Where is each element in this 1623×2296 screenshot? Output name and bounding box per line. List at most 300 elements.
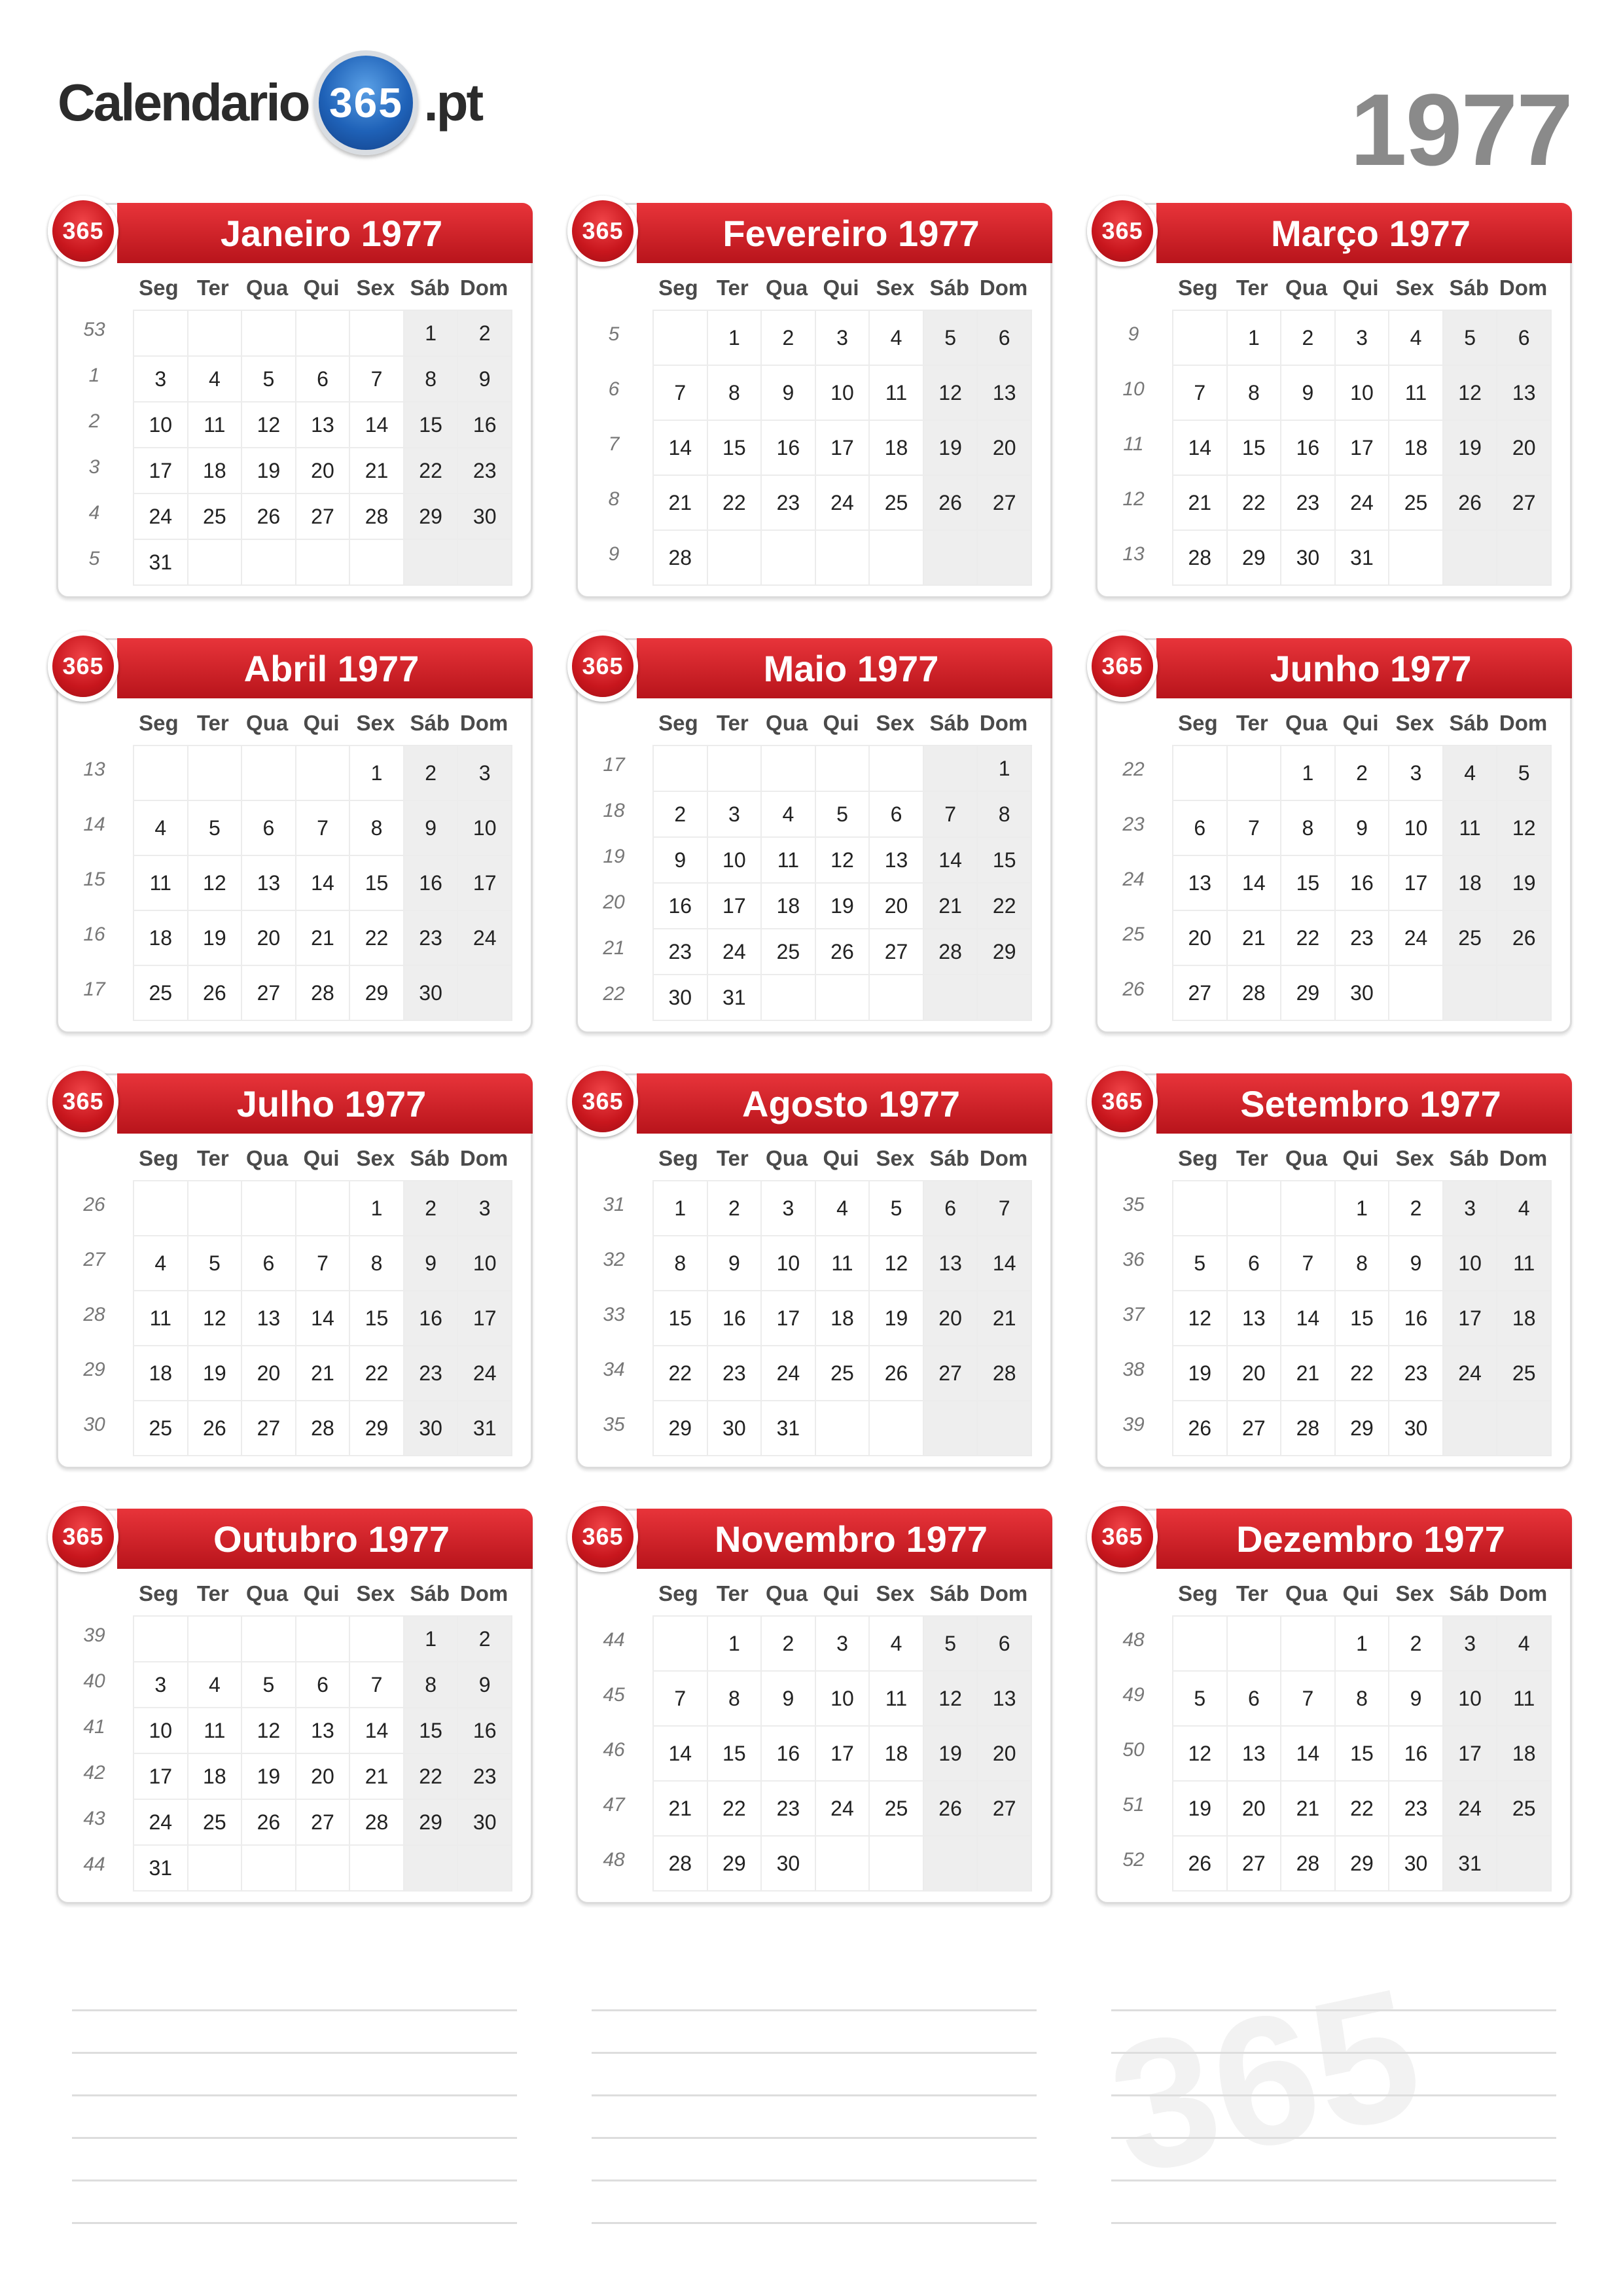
day-cell: 20 (869, 883, 923, 929)
day-cell: 16 (457, 1708, 512, 1753)
week-row (134, 1346, 512, 1401)
day-cell: 18 (188, 1753, 242, 1799)
month-badge-365: 365 (1087, 196, 1158, 266)
weekday-label: Qui (1342, 1581, 1379, 1605)
day-cell: 27 (1173, 965, 1227, 1020)
week-row (134, 1845, 512, 1891)
days-grid (133, 745, 512, 1021)
day-cell: 3 (707, 791, 762, 837)
week-row (134, 1753, 512, 1799)
day-cell: 23 (457, 448, 512, 493)
day-cell: 28 (653, 1836, 707, 1891)
month-badge-365: 365 (1087, 1066, 1158, 1137)
week-number: 47 (603, 1794, 625, 1816)
day-cell: 23 (1389, 1781, 1443, 1836)
week-number: 13 (83, 759, 105, 780)
month-badge-365: 365 (567, 1501, 638, 1572)
weekday-label: Qua (766, 1581, 808, 1605)
weekday-label: Qui (823, 1581, 859, 1605)
day-cell: 31 (1443, 1836, 1497, 1891)
weekday-header-row (132, 1581, 511, 1606)
day-cell: 14 (923, 837, 978, 883)
day-cell: 19 (241, 448, 296, 493)
day-cell: 27 (1497, 475, 1551, 530)
weekday-label: Sex (876, 276, 915, 300)
month-badge-365: 365 (1087, 1501, 1158, 1572)
day-cell: 8 (977, 791, 1031, 837)
week-number: 25 (1122, 924, 1145, 945)
day-cell (241, 1616, 296, 1662)
day-cell: 28 (296, 1401, 350, 1456)
day-cell: 14 (296, 855, 350, 910)
weekday-label: Seg (1178, 1581, 1218, 1605)
day-cell: 27 (1227, 1836, 1281, 1891)
day-cell (188, 745, 242, 800)
weekday-label: Ter (196, 1581, 229, 1605)
day-cell: 8 (653, 1236, 707, 1291)
day-cell: 30 (761, 1836, 815, 1891)
week-row (134, 448, 512, 493)
day-cell: 15 (707, 1726, 762, 1781)
week-row (134, 1662, 512, 1708)
days-grid (1172, 1615, 1552, 1892)
week-row (134, 1181, 512, 1236)
day-cell (923, 975, 978, 1020)
week-row (653, 1291, 1031, 1346)
week-row (653, 1726, 1031, 1781)
day-cell: 10 (457, 800, 512, 855)
weekday-label: Qui (303, 1581, 340, 1605)
weekday-label: Sex (1395, 1581, 1435, 1605)
weekday-label: Qui (823, 276, 859, 300)
weekday-label: Qui (1342, 1146, 1379, 1170)
day-cell: 22 (653, 1346, 707, 1401)
week-number-column (71, 310, 117, 584)
day-cell: 5 (923, 310, 978, 365)
day-cell: 25 (188, 493, 242, 539)
day-cell: 15 (349, 1291, 404, 1346)
days-grid (652, 1180, 1032, 1456)
weekday-label: Dom (1499, 276, 1548, 300)
note-line (592, 2222, 1037, 2224)
weekday-label: Ter (196, 1146, 229, 1170)
day-cell: 23 (404, 910, 458, 965)
week-number: 33 (603, 1304, 625, 1325)
days-grid (1172, 745, 1552, 1021)
day-cell: 10 (815, 1671, 870, 1726)
day-cell: 24 (815, 1781, 870, 1836)
weekday-label: Sáb (1449, 1581, 1489, 1605)
day-cell: 31 (457, 1401, 512, 1456)
note-line (1111, 2137, 1556, 2139)
day-cell: 23 (761, 1781, 815, 1836)
day-cell: 24 (457, 1346, 512, 1401)
week-row (1173, 1236, 1551, 1291)
day-cell: 20 (241, 1346, 296, 1401)
day-cell: 19 (923, 420, 978, 475)
note-line (1111, 2009, 1556, 2011)
day-cell (815, 1401, 870, 1456)
week-number-column (71, 1180, 117, 1455)
day-cell: 24 (134, 493, 188, 539)
day-cell: 26 (1443, 475, 1497, 530)
week-number: 35 (1122, 1194, 1145, 1215)
day-cell: 30 (404, 1401, 458, 1456)
note-line (1111, 2052, 1556, 2054)
day-cell: 15 (1335, 1726, 1389, 1781)
day-cell: 14 (653, 420, 707, 475)
days-grid (133, 310, 512, 586)
weekday-label: Seg (1178, 276, 1218, 300)
day-cell: 5 (241, 1662, 296, 1708)
week-number: 17 (603, 754, 625, 776)
day-cell: 24 (134, 1799, 188, 1845)
day-cell: 12 (1497, 800, 1551, 855)
month-card (56, 1509, 533, 1904)
day-cell: 31 (134, 1845, 188, 1891)
day-cell: 20 (1497, 420, 1551, 475)
day-cell (134, 745, 188, 800)
day-cell (1227, 745, 1281, 800)
week-row (653, 1236, 1031, 1291)
week-number: 3 (88, 456, 100, 478)
month-badge-365: 365 (48, 1066, 118, 1137)
week-number: 38 (1122, 1359, 1145, 1380)
day-cell: 28 (296, 965, 350, 1020)
week-number: 19 (603, 846, 625, 867)
day-cell: 17 (707, 883, 762, 929)
week-row (1173, 1181, 1551, 1236)
week-row (134, 1708, 512, 1753)
day-cell: 7 (1281, 1236, 1335, 1291)
day-cell: 16 (1281, 420, 1335, 475)
day-cell: 27 (1227, 1401, 1281, 1456)
days-grid (1172, 310, 1552, 586)
day-cell: 6 (296, 1662, 350, 1708)
day-cell: 20 (923, 1291, 978, 1346)
day-cell: 6 (1227, 1671, 1281, 1726)
day-cell: 10 (815, 365, 870, 420)
days-grid (652, 310, 1032, 586)
weekday-label: Seg (658, 276, 698, 300)
day-cell: 26 (815, 929, 870, 975)
week-row (1173, 1291, 1551, 1346)
day-cell: 3 (1335, 310, 1389, 365)
day-cell: 14 (1281, 1726, 1335, 1781)
day-cell: 7 (349, 1662, 404, 1708)
day-cell (1497, 1401, 1551, 1456)
day-cell: 5 (1497, 745, 1551, 800)
day-cell (761, 745, 815, 791)
day-cell (1389, 965, 1443, 1020)
week-number: 10 (1122, 378, 1145, 400)
day-cell: 16 (404, 855, 458, 910)
week-number: 4 (88, 502, 100, 524)
day-cell: 25 (815, 1346, 870, 1401)
day-cell: 30 (1281, 530, 1335, 585)
day-cell: 24 (815, 475, 870, 530)
weekday-header-row (132, 1146, 511, 1171)
week-number: 5 (88, 548, 100, 569)
day-cell: 17 (134, 1753, 188, 1799)
week-number: 48 (1122, 1629, 1145, 1651)
day-cell: 5 (1173, 1671, 1227, 1726)
day-cell: 14 (1227, 855, 1281, 910)
week-number: 14 (83, 814, 105, 835)
week-number-column (1111, 1615, 1156, 1890)
weekday-label: Sáb (1449, 276, 1489, 300)
day-cell: 9 (1389, 1236, 1443, 1291)
week-row (1173, 1836, 1551, 1891)
week-row (1173, 365, 1551, 420)
day-cell: 21 (653, 1781, 707, 1836)
days-grid (652, 745, 1032, 1021)
weekday-label: Sex (876, 711, 915, 735)
day-cell: 7 (923, 791, 978, 837)
day-cell: 14 (349, 402, 404, 448)
month-card (56, 1073, 533, 1469)
day-cell (134, 310, 188, 356)
day-cell: 7 (1173, 365, 1227, 420)
day-cell (977, 1836, 1031, 1891)
day-cell: 25 (1389, 475, 1443, 530)
day-cell: 4 (1389, 310, 1443, 365)
month-card (576, 638, 1052, 1033)
day-cell: 17 (1443, 1726, 1497, 1781)
day-cell: 16 (457, 402, 512, 448)
weekday-label: Sáb (929, 1581, 969, 1605)
weekday-header-row (651, 276, 1031, 300)
month-title: Julho 1977 (236, 1083, 427, 1124)
day-cell: 25 (134, 965, 188, 1020)
day-cell: 12 (241, 402, 296, 448)
day-cell: 13 (869, 837, 923, 883)
day-cell: 19 (1443, 420, 1497, 475)
day-cell: 19 (1173, 1346, 1227, 1401)
week-number-column (1111, 310, 1156, 584)
week-number: 34 (603, 1359, 625, 1380)
day-cell: 5 (923, 1616, 978, 1671)
week-row (134, 1401, 512, 1456)
day-cell: 24 (707, 929, 762, 975)
month-card (576, 1509, 1052, 1904)
day-cell: 23 (457, 1753, 512, 1799)
day-cell: 22 (404, 1753, 458, 1799)
day-cell: 16 (1389, 1726, 1443, 1781)
weekday-label: Qua (1285, 711, 1328, 735)
day-cell: 6 (977, 1616, 1031, 1671)
day-cell: 2 (1389, 1616, 1443, 1671)
weekday-label: Ter (716, 1581, 749, 1605)
day-cell: 22 (1281, 910, 1335, 965)
weekday-label: Sex (876, 1581, 915, 1605)
week-row (1173, 910, 1551, 965)
week-number-column (591, 1180, 637, 1455)
day-cell: 24 (1389, 910, 1443, 965)
note-line (72, 2094, 517, 2096)
day-cell: 16 (707, 1291, 762, 1346)
day-cell: 1 (653, 1181, 707, 1236)
day-cell (653, 310, 707, 365)
day-cell: 13 (977, 1671, 1031, 1726)
month-card (576, 1073, 1052, 1469)
weekday-label: Seg (1178, 1146, 1218, 1170)
week-number: 28 (83, 1304, 105, 1325)
week-row (653, 420, 1031, 475)
note-line (1111, 2094, 1556, 2096)
day-cell (296, 1845, 350, 1891)
weekday-label: Qua (1285, 1581, 1328, 1605)
day-cell: 20 (296, 1753, 350, 1799)
day-cell: 29 (653, 1401, 707, 1456)
weekday-label: Qua (1285, 1146, 1328, 1170)
day-cell: 30 (457, 493, 512, 539)
month-card (1096, 638, 1572, 1033)
week-row (653, 310, 1031, 365)
day-cell: 26 (923, 475, 978, 530)
week-number: 35 (603, 1414, 625, 1435)
day-cell: 11 (815, 1236, 870, 1291)
day-cell: 13 (1227, 1726, 1281, 1781)
day-cell: 27 (241, 965, 296, 1020)
day-cell: 22 (1335, 1346, 1389, 1401)
day-cell (1497, 530, 1551, 585)
weekday-label: Seg (658, 1581, 698, 1605)
day-cell: 15 (977, 837, 1031, 883)
weekday-label: Qua (766, 1146, 808, 1170)
day-cell: 17 (815, 1726, 870, 1781)
day-cell (815, 745, 870, 791)
day-cell: 21 (296, 1346, 350, 1401)
day-cell: 15 (1281, 855, 1335, 910)
day-cell: 23 (653, 929, 707, 975)
weekday-label: Ter (196, 276, 229, 300)
day-cell: 2 (707, 1181, 762, 1236)
day-cell: 3 (815, 1616, 870, 1671)
day-cell: 29 (977, 929, 1031, 975)
week-number: 26 (1122, 978, 1145, 1000)
week-row (653, 883, 1031, 929)
day-cell: 25 (1497, 1346, 1551, 1401)
day-cell: 19 (188, 1346, 242, 1401)
day-cell: 2 (404, 1181, 458, 1236)
weekday-label: Qua (246, 1581, 289, 1605)
day-cell: 18 (869, 1726, 923, 1781)
day-cell (761, 530, 815, 585)
weekday-label: Sex (1395, 276, 1435, 300)
day-cell: 29 (349, 1401, 404, 1456)
day-cell: 26 (188, 965, 242, 1020)
week-row (134, 855, 512, 910)
day-cell (761, 975, 815, 1020)
week-number: 46 (603, 1739, 625, 1761)
day-cell: 31 (134, 539, 188, 585)
week-number: 44 (603, 1629, 625, 1651)
month-header (1156, 203, 1572, 263)
note-line (1111, 2222, 1556, 2224)
day-cell: 23 (404, 1346, 458, 1401)
weekday-header-row (651, 1581, 1031, 1606)
day-cell: 2 (404, 745, 458, 800)
day-cell: 13 (923, 1236, 978, 1291)
day-cell: 4 (188, 1662, 242, 1708)
weekday-label: Qua (246, 1146, 289, 1170)
weekday-label: Qui (303, 276, 340, 300)
month-title: Junho 1977 (1270, 647, 1472, 689)
weekday-label: Ter (1236, 1146, 1268, 1170)
weekday-label: Qua (1285, 276, 1328, 300)
day-cell: 4 (761, 791, 815, 837)
day-cell: 18 (815, 1291, 870, 1346)
day-cell: 13 (1497, 365, 1551, 420)
day-cell: 31 (761, 1401, 815, 1456)
day-cell: 10 (1443, 1671, 1497, 1726)
week-row (134, 1236, 512, 1291)
weekday-label: Seg (139, 276, 179, 300)
day-cell (296, 1616, 350, 1662)
day-cell: 5 (241, 356, 296, 402)
day-cell: 24 (1335, 475, 1389, 530)
week-row (134, 745, 512, 800)
weekday-label: Sáb (929, 711, 969, 735)
day-cell: 21 (653, 475, 707, 530)
note-line (72, 2179, 517, 2181)
day-cell (869, 975, 923, 1020)
week-number: 24 (1122, 869, 1145, 890)
page-year: 1977 (1349, 73, 1572, 187)
note-line (72, 2009, 517, 2011)
week-row (653, 1401, 1031, 1456)
week-number: 20 (603, 891, 625, 913)
month-header (117, 1073, 533, 1134)
day-cell (1173, 1181, 1227, 1236)
day-cell: 12 (869, 1236, 923, 1291)
day-cell: 20 (977, 1726, 1031, 1781)
day-cell: 29 (1335, 1401, 1389, 1456)
day-cell (296, 1181, 350, 1236)
day-cell: 21 (1173, 475, 1227, 530)
week-number: 50 (1122, 1739, 1145, 1761)
day-cell (1227, 1616, 1281, 1671)
day-cell: 12 (188, 1291, 242, 1346)
day-cell: 3 (1443, 1181, 1497, 1236)
day-cell: 14 (1281, 1291, 1335, 1346)
weekday-label: Sex (356, 1146, 395, 1170)
day-cell: 27 (923, 1346, 978, 1401)
day-cell: 22 (1227, 475, 1281, 530)
week-row (1173, 965, 1551, 1020)
weekday-label: Sáb (929, 276, 969, 300)
weekday-label: Qui (823, 1146, 859, 1170)
day-cell: 21 (1281, 1781, 1335, 1836)
day-cell: 6 (296, 356, 350, 402)
weekday-label: Qui (303, 1146, 340, 1170)
day-cell: 10 (134, 402, 188, 448)
day-cell: 3 (134, 356, 188, 402)
day-cell: 27 (296, 493, 350, 539)
day-cell: 29 (349, 965, 404, 1020)
week-row (134, 310, 512, 356)
week-number-column (1111, 745, 1156, 1020)
logo-text-left: Calendario (58, 73, 309, 132)
week-number: 49 (1122, 1684, 1145, 1706)
week-row (1173, 420, 1551, 475)
note-line (72, 2222, 517, 2224)
day-cell: 30 (1389, 1836, 1443, 1891)
month-title: Maio 1977 (763, 647, 939, 689)
day-cell: 10 (707, 837, 762, 883)
day-cell: 1 (1281, 745, 1335, 800)
